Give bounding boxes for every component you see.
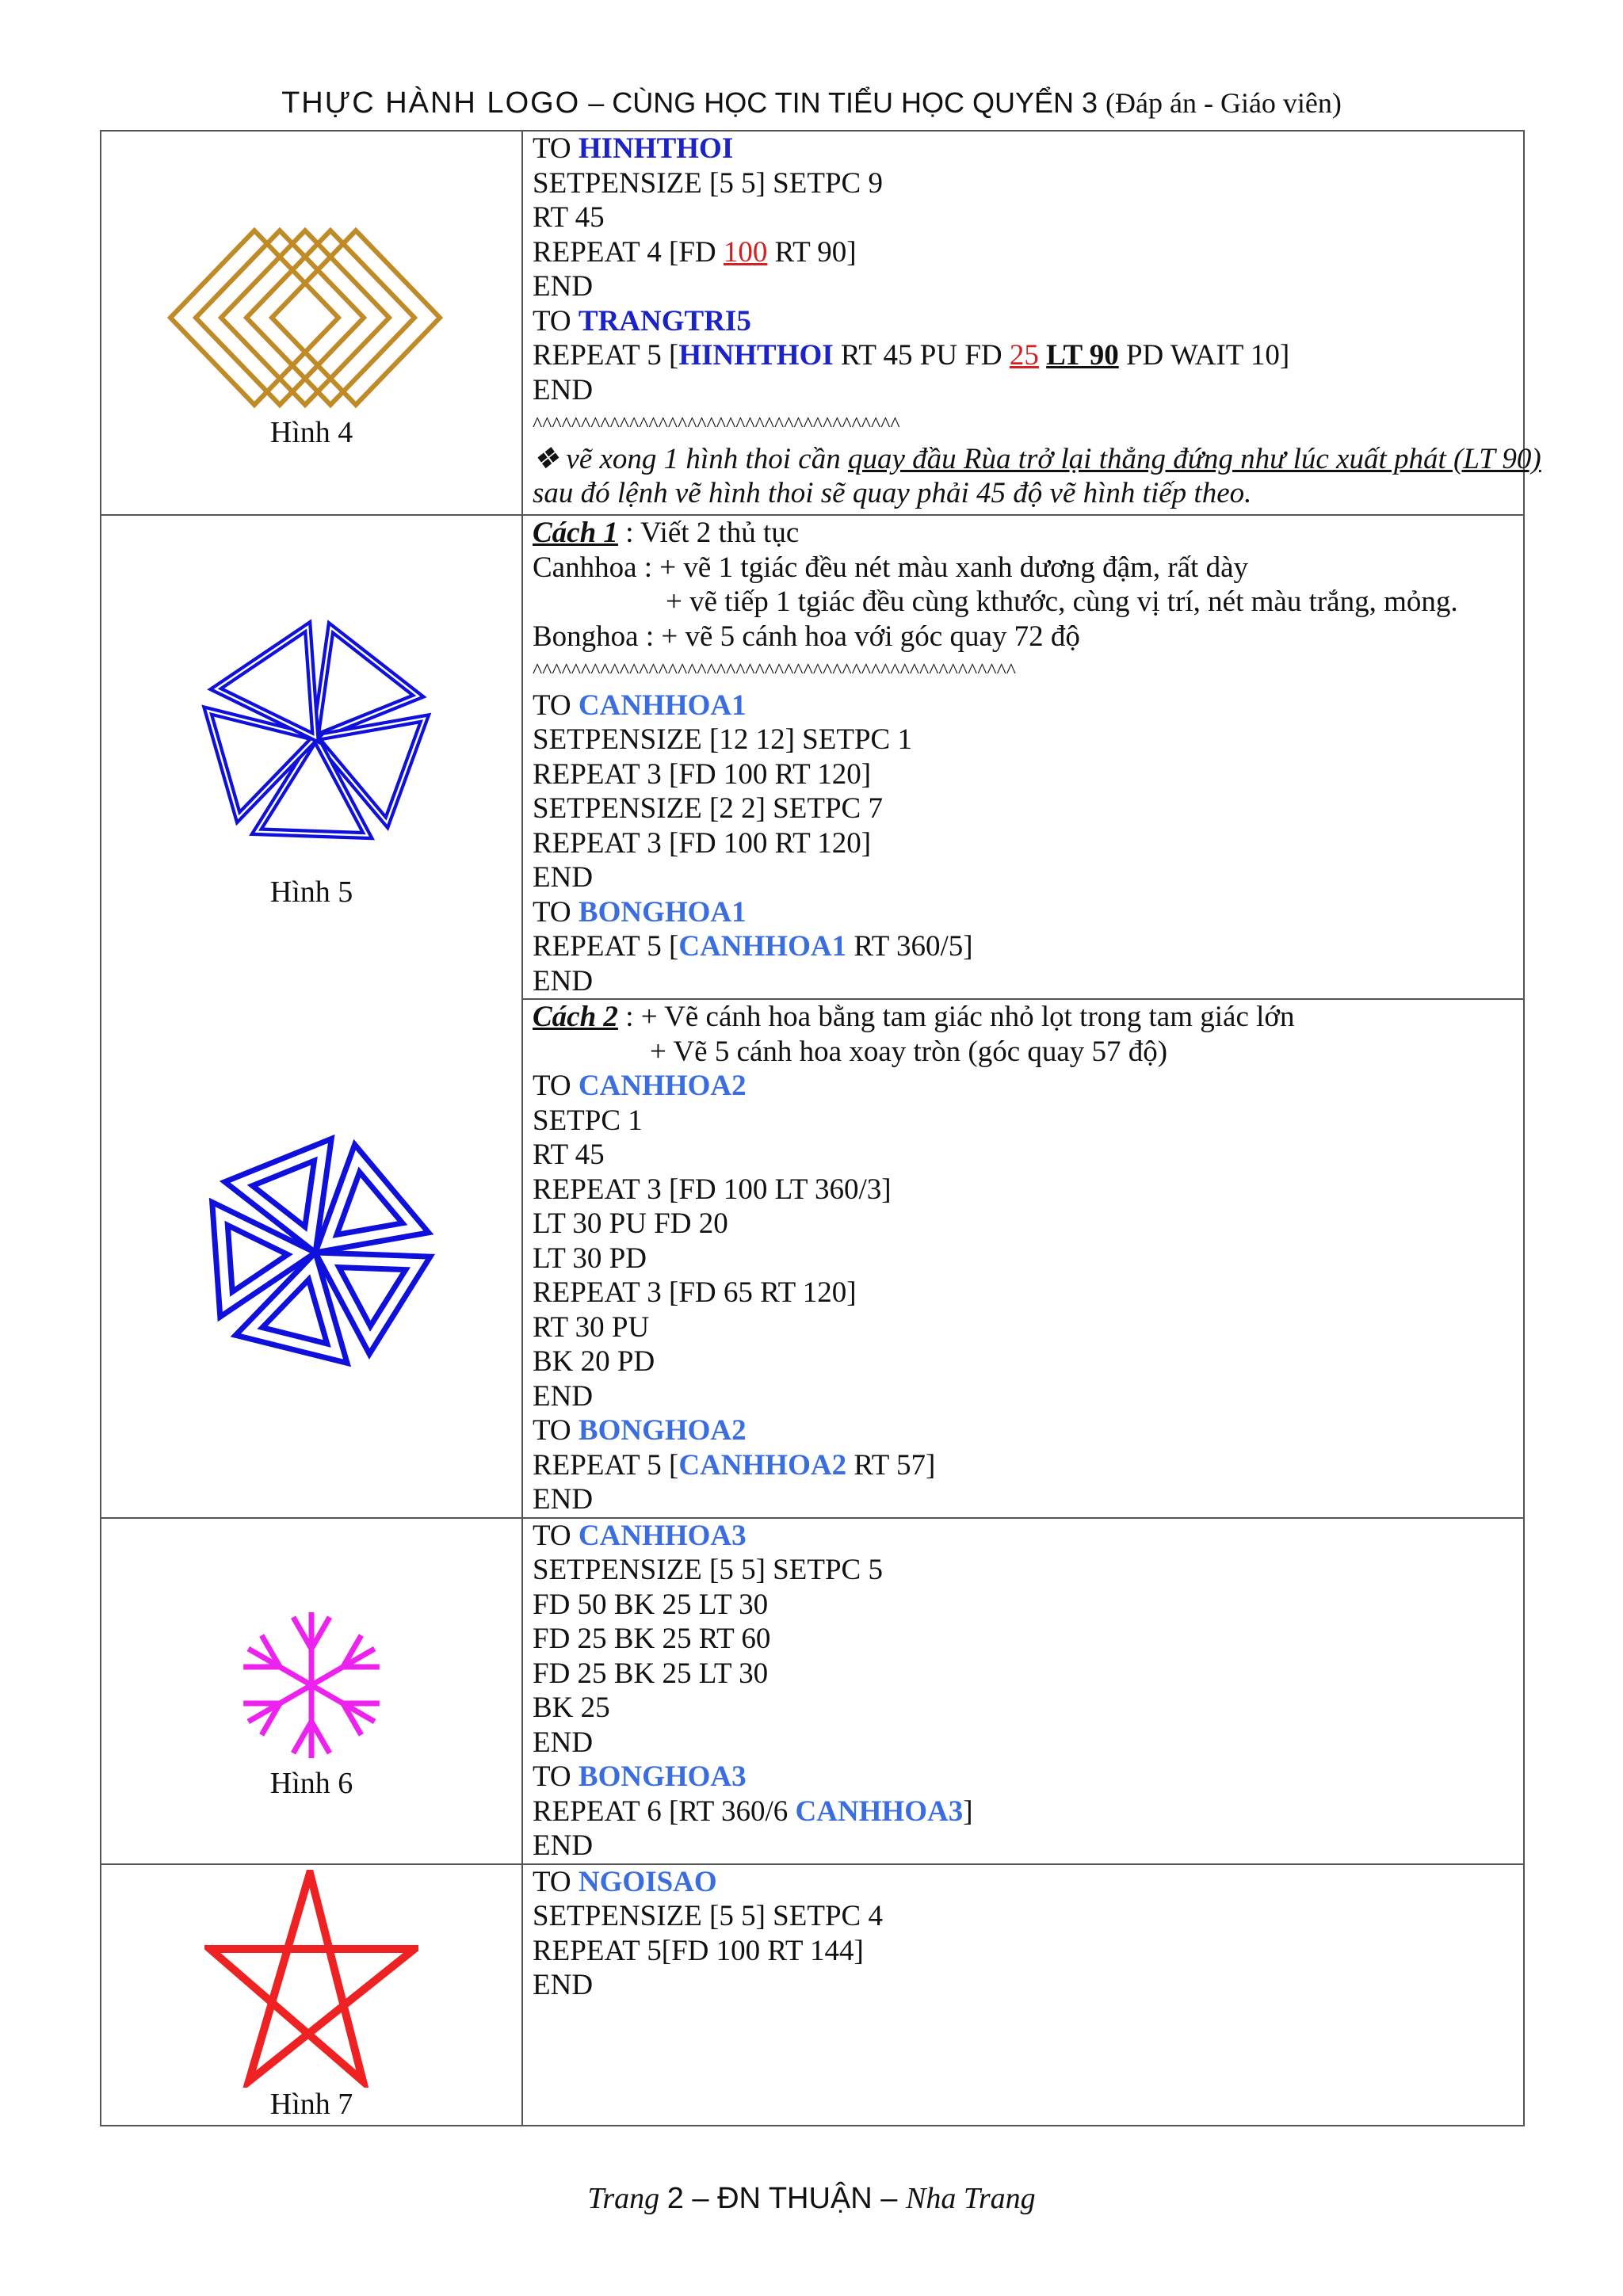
header-note: (Đáp án - Giáo viên): [1106, 87, 1342, 119]
code-cell-cach1: Cách 1 : Viết 2 thủ tục Canhhoa : + vẽ 1 tgiác đều nét màu xanh dương đậm, rất dày + vẽ tiếp 1 tgiác đều cùng kthước, cùng vị trí, nét màu trắng, mỏng. Bonghoa : + vẽ 5 cánh hoa với góc quay 72 độ ^^^^^^^^^^^^^^^^^^^^^^^^^^^^^^^^^^^^^^^^^^^^^^^^^^ TO CANHHOA1 SETPENSIZE [12 12] SETPC 1 REPEAT 3 [FD 100 RT 120] SETPENSIZE [2 2] SETPC 7 REPEAT 3 [FD 100 RT 120] END TO BONGHOA1 REPEAT 5 [CANHHOA1 RT 360/5] END: [522, 515, 1524, 999]
header-subtitle: – CÙNG HỌC TIN TIỂU HỌC QUYỂN 3: [580, 86, 1106, 119]
page-footer: [0, 2181, 1623, 2216]
caption-hinh6: Hình 6: [269, 1766, 353, 1800]
petal-triangle: [315, 1145, 429, 1253]
table-row-hinh4: [101, 131, 1524, 515]
star-figure: [204, 1870, 418, 2088]
image-cell-hinh6: [101, 1518, 522, 1864]
caption-hinh5: Hình 5: [269, 875, 353, 909]
logo-exercise-table: [100, 130, 1541, 2126]
caption-hinh7: Hình 7: [269, 2087, 353, 2121]
code-cell-hinh6: TO CANHHOA3 SETPENSIZE [5 5] SETPC 5 FD 50 BK 25 LT 30 FD 25 BK 25 RT 60 FD 25 BK 25 LT 30 BK 25 END TO BONGHOA3 REPEAT 6 [RT 360/6 CANHHOA3] END: [522, 1518, 1524, 1864]
rhombus-figure: [165, 219, 466, 425]
header-title: THỰC HÀNH LOGO: [281, 86, 581, 120]
flower-cach2-figure: [181, 1118, 450, 1387]
image-cell-hinh5: [101, 515, 522, 1518]
image-cell-hinh4: [101, 131, 522, 515]
table-row-hinh5-cach1: [101, 515, 1524, 999]
petal-triangle: [337, 1172, 403, 1234]
footer-author: 2 – ĐN THUẬN –: [666, 2182, 906, 2215]
image-cell-hinh7: [101, 1864, 522, 2126]
flower-cach1-figure: [181, 603, 450, 872]
footer-place: Nha Trang: [905, 2182, 1036, 2215]
code-cell-hinh4: TO HINHTHOI SETPENSIZE [5 5] SETPC 9 RT 45 REPEAT 4 [FD 100 RT 90] END TO TRANGTRI5 REPEAT 5 [HINHTHOI RT 45 PU FD 25 LT 90 PD WAIT 10] END ^^^^^^^^^^^^^^^^^^^^^^^^^^^^^^^^^^^^^^ ❖ vẽ xong 1 hình thoi cần quay đầu Rùa trở lại thẳng đứng như lúc xuất phát (LT 90) sau đó lệnh vẽ hình thoi sẽ quay phải 45 độ vẽ hình tiếp theo.: [522, 131, 1524, 515]
footer-page-label: Trang: [587, 2182, 667, 2215]
snowflake-figure: [224, 1598, 399, 1772]
petal-triangle: [262, 1280, 327, 1344]
code-cell-cach2: Cách 2 : + Vẽ cánh hoa bằng tam giác nhỏ lọt trong tam giác lớn + Vẽ 5 cánh hoa xoay tròn (góc quay 57 độ) TO CANHHOA2 SETPC 1 RT 45 REPEAT 3 [FD 100 LT 360/3] LT 30 PU FD 20 LT 30 PD REPEAT 3 [FD 65 RT 120] RT 30 PU BK 20 PD END TO BONGHOA2 REPEAT 5 [CANHHOA2 RT 57] END: [522, 999, 1524, 1518]
caption-hinh4: Hình 4: [269, 416, 353, 449]
table-row-hinh6: [101, 1518, 1524, 1864]
table-row-hinh7: [101, 1864, 1524, 2126]
page-header: [0, 86, 1623, 120]
petal-triangle: [253, 1161, 315, 1226]
code-cell-hinh7: TO NGOISAO SETPENSIZE [5 5] SETPC 4 REPEAT 5[FD 100 RT 144] END: [522, 1864, 1524, 2126]
